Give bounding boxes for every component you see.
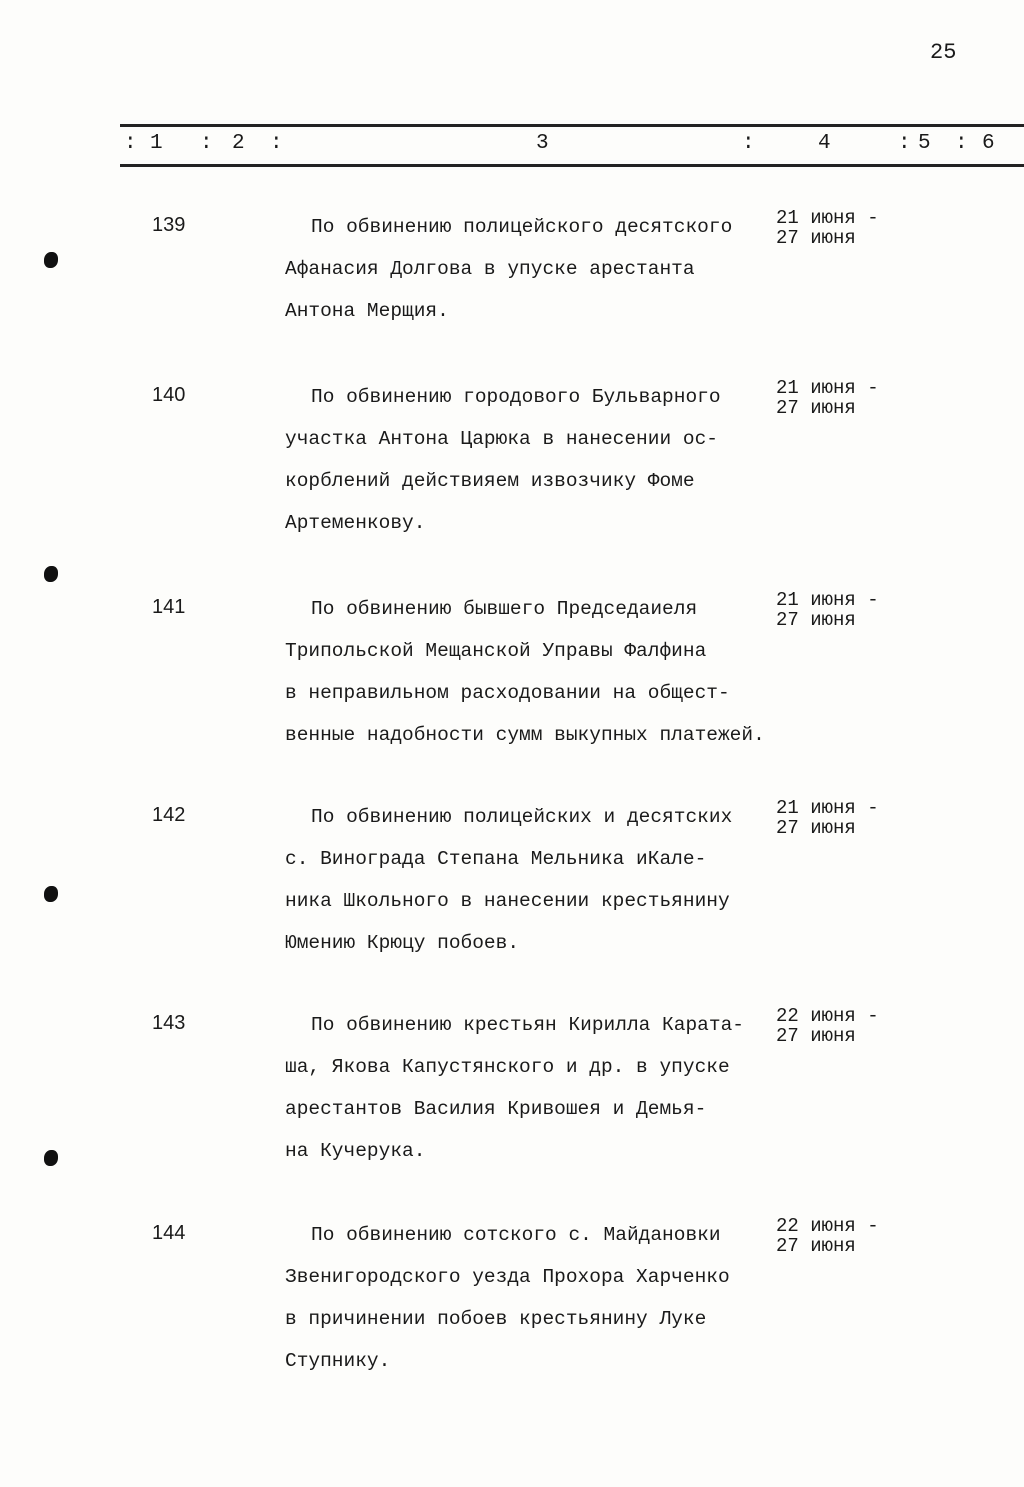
- entry-dates: [776, 590, 879, 630]
- description-line: корблений действияем извозчику Фоме: [285, 470, 695, 492]
- header-col-6: 6: [982, 132, 995, 155]
- header-col-5: 5: [918, 132, 931, 155]
- description-line: Ступнику.: [285, 1350, 391, 1372]
- entry-number: 142: [152, 804, 186, 826]
- entry-description: [285, 1004, 775, 1172]
- entry-number: 139: [152, 214, 186, 236]
- header-col-1: 1: [150, 132, 163, 155]
- description-line: По обвинению полицейских и десятских: [311, 806, 733, 828]
- description-line: По обвинению бывшего Председаиеля: [311, 598, 698, 620]
- date-to: 27 июня: [776, 227, 856, 249]
- header-separator: :: [742, 132, 755, 155]
- description-line: арестантов Василия Кривошея и Демья-: [285, 1098, 707, 1120]
- description-line: ника Школьного в нанесении крестьянину: [285, 890, 730, 912]
- entry-dates: [776, 1006, 879, 1046]
- description-line: По обвинению городового Бульварного: [311, 386, 721, 408]
- description-line: Звенигородского уезда Прохора Харченко: [285, 1266, 730, 1288]
- date-from: 21 июня -: [776, 377, 879, 399]
- description-line: По обвинению полицейского десятского: [311, 216, 733, 238]
- entry-dates: [776, 1216, 879, 1256]
- description-line: Юмению Крюцу побоев.: [285, 932, 520, 954]
- header-separator: :: [200, 132, 213, 155]
- description-line: с. Винограда Степана Мельника иКале-: [285, 848, 707, 870]
- date-to: 27 июня: [776, 1235, 856, 1257]
- date-to: 27 июня: [776, 609, 856, 631]
- header-col-2: 2: [232, 132, 245, 155]
- description-line: участка Антона Царюка в нанесении ос-: [285, 428, 718, 450]
- date-from: 22 июня -: [776, 1005, 879, 1027]
- entry-number: 140: [152, 384, 186, 406]
- punch-hole-mark: [44, 1150, 58, 1166]
- description-line: Антона Мерщия.: [285, 300, 449, 322]
- header-top-rule: [120, 124, 1024, 127]
- page-number: 25: [930, 40, 957, 65]
- header-col-3: 3: [536, 132, 549, 155]
- date-to: 27 июня: [776, 817, 856, 839]
- punch-hole-mark: [44, 252, 58, 268]
- entry-description: [285, 588, 775, 756]
- description-line: Афанасия Долгова в упуске арестанта: [285, 258, 695, 280]
- header-separator: :: [955, 132, 968, 155]
- entry-description: [285, 1214, 775, 1382]
- entry-dates: [776, 208, 879, 248]
- description-line: в неправильном расходовании на общест-: [285, 682, 730, 704]
- description-line: По обвинению сотского с. Майдановки: [311, 1224, 721, 1246]
- description-line: в причинении побоев крестьянину Луке: [285, 1308, 707, 1330]
- entry-dates: [776, 798, 879, 838]
- entry-number: 144: [152, 1222, 186, 1244]
- date-from: 21 июня -: [776, 207, 879, 229]
- header-bottom-rule: [120, 164, 1024, 167]
- description-line: Трипольской Мещанской Управы Фалфина: [285, 640, 707, 662]
- date-from: 22 июня -: [776, 1215, 879, 1237]
- date-to: 27 июня: [776, 1025, 856, 1047]
- date-from: 21 июня -: [776, 589, 879, 611]
- header-separator: :: [124, 132, 137, 155]
- header-separator: :: [270, 132, 283, 155]
- entry-description: [285, 376, 775, 544]
- entry-description: [285, 796, 775, 964]
- date-from: 21 июня -: [776, 797, 879, 819]
- entry-dates: [776, 378, 879, 418]
- entry-description: [285, 206, 775, 332]
- entry-number: 143: [152, 1012, 186, 1034]
- description-line: на Кучерука.: [285, 1140, 426, 1162]
- header-separator: :: [898, 132, 911, 155]
- entry-number: 141: [152, 596, 186, 618]
- description-line: ша, Якова Капустянского и др. в упуске: [285, 1056, 730, 1078]
- punch-hole-mark: [44, 886, 58, 902]
- description-line: венные надобности сумм выкупных платежей.: [285, 724, 765, 746]
- description-line: Артеменкову.: [285, 512, 426, 534]
- date-to: 27 июня: [776, 397, 856, 419]
- punch-hole-mark: [44, 566, 58, 582]
- description-line: По обвинению крестьян Кирилла Карата-: [311, 1014, 744, 1036]
- header-col-4: 4: [818, 132, 831, 155]
